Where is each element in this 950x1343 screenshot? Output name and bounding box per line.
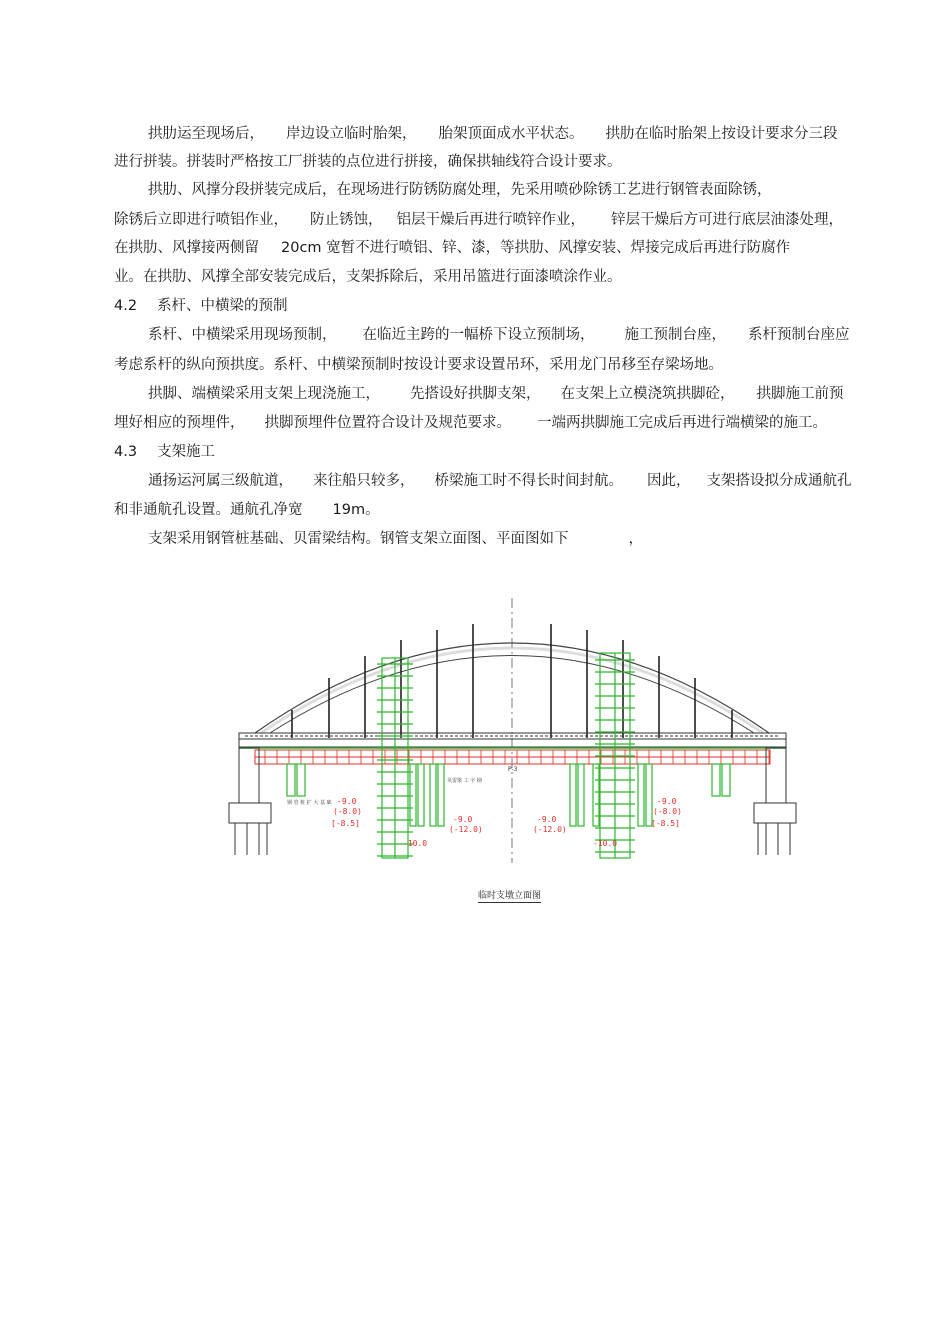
p5-line1: 通扬运河属三级航道， 来往船只较多， 桥梁施工时不得长时间封航。 因此， 支架搭设拟分成通航孔 [148, 473, 852, 489]
elev-left-1: -9.0 [337, 797, 357, 806]
elev-right-1: -9.0 [657, 797, 677, 806]
label-p3: P-3 [508, 766, 518, 773]
p1-line1: 拱肋运至现场后， 岸边设立临时胎架， 胎架顶面成水平状态。 拱肋在临时胎架上按设计要求分三段 [148, 126, 838, 142]
elev-midright-1: -9.0 [537, 815, 557, 824]
elev-midleft-1: -9.0 [453, 815, 473, 824]
section-heading-4-3 [114, 442, 215, 462]
figure-caption: 临时支墩立面图 [478, 891, 542, 901]
left-support-tower [377, 658, 413, 858]
p2-line4: 业。在拱肋、风撑全部安装完成后，支架拆除后，采用吊篮进行面漆喷涂作业。 [114, 269, 622, 285]
p3-line2: 考虑系杆的纵向预拱度。系杆、中横梁预制时按设计要求设置吊环，采用龙门吊移至存梁场地。 [114, 357, 723, 373]
bridge-elevation-drawing [225, 598, 800, 863]
heading-title: 系杆、中横梁的预制 [157, 298, 288, 314]
heading-title: 支架施工 [157, 444, 216, 460]
heading-number: 4.2 [114, 298, 138, 314]
p6-line1: 支架采用钢管桩基础、贝雷梁结构。钢管支架立面图、平面图如下 ， [148, 531, 643, 547]
label-beam: 贝雷梁 工 字 钢 [447, 778, 482, 784]
elev-bottom-right: -10.0 [593, 839, 618, 848]
elev-right-2: (-8.0) [653, 807, 682, 816]
p5-line2: 和非通航孔设置。通航孔净宽 19m。 [114, 502, 380, 518]
elev-bottom-left: -10.0 [403, 839, 428, 848]
label-foundation: 钢 管 桩 扩 大 基 础 [287, 800, 332, 806]
p1-line2: 进行拼装。拼装时严格按工厂拼装的点位进行拼接，确保拱轴线符合设计要求。 [114, 154, 622, 170]
p2-line3: 在拱肋、风撑接两侧留 20cm 宽暂不进行喷铝、锌、漆，等拱肋、风撑安装、焊接完成后再进行防腐作 [114, 240, 791, 256]
p4-line1: 拱脚、端横梁采用支架上现浇施工， 先搭设好拱脚支架， 在支架上立模浇筑拱脚砼， 拱脚施工前预 [148, 386, 844, 402]
p3-line1: 系杆、中横梁采用现场预制， 在临近主跨的一幅桥下设立预制场， 施工预制台座， 系杆预制台座应 [148, 327, 850, 343]
elev-left-2: (-8.0) [333, 807, 362, 816]
elev-right-3: [-8.5] [651, 819, 680, 828]
right-support-tower [595, 653, 635, 858]
heading-number: 4.3 [114, 444, 138, 460]
section-heading-4-2 [114, 296, 288, 316]
tie-beam [239, 739, 786, 747]
elev-midright-2: (-12.0) [533, 825, 567, 834]
elev-left-3: [-8.5] [331, 819, 360, 828]
elev-midleft-2: (-12.0) [449, 825, 483, 834]
p2-line1: 拱肋、风撑分段拼装完成后，在现场进行防锈防腐处理，先采用喷砂除锈工艺进行钢管表面除锈， [148, 182, 772, 198]
p4-line2: 埋好相应的预埋件， 拱脚预埋件位置符合设计及规范要求。 一端两拱脚施工完成后再进行端横梁的施工。 [114, 415, 827, 431]
bailey-beam [255, 750, 770, 764]
steel-pipe-piles [287, 764, 730, 826]
p2-line2: 除锈后立即进行喷铝作业， 防止锈蚀， 铝层干燥后再进行喷锌作业， 锌层干燥后方可进行底层油漆处理， [114, 212, 843, 228]
